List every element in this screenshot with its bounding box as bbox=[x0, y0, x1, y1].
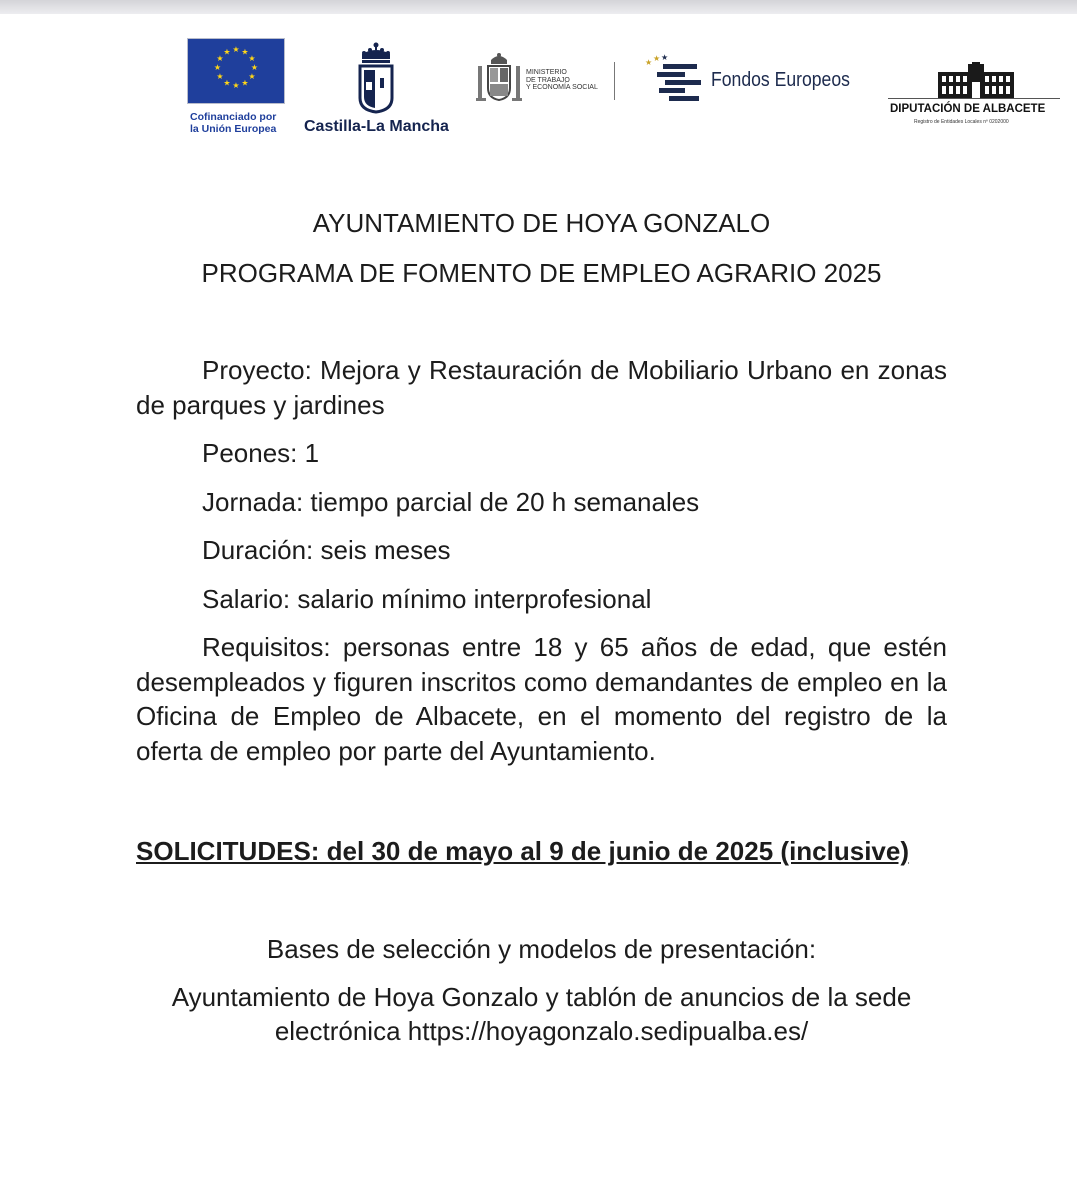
jornada-text: Jornada: tiempo parcial de 20 h semanales bbox=[202, 486, 700, 517]
duracion-text: Duración: seis meses bbox=[202, 535, 451, 565]
svg-text:★: ★ bbox=[216, 72, 224, 81]
document-body bbox=[136, 198, 947, 1048]
bases-heading: Bases de selección y modelos de presentación: bbox=[266, 934, 817, 964]
proyecto-text: Proyecto: Mejora y Restauración de Mobiliario Urbano en zonas de parques y jardines bbox=[136, 355, 947, 420]
eu-caption-line2: la Unión Europea bbox=[190, 123, 277, 135]
castilla-la-mancha-logo bbox=[302, 42, 452, 142]
clm-caption: Castilla-La Mancha bbox=[304, 118, 449, 135]
title-programa: PROGRAMA DE FOMENTO DE EMPLEO AGRARIO 2025 bbox=[201, 258, 882, 288]
diputacion-albacete-logo bbox=[886, 62, 1066, 132]
svg-text:★: ★ bbox=[232, 45, 240, 54]
ministerio-line2: DE TRABAJO bbox=[526, 76, 570, 84]
solicitudes-text: SOLICITUDES: del 30 de mayo al 9 de junio de 2025 (inclusive) bbox=[136, 836, 910, 866]
svg-text:★: ★ bbox=[223, 47, 231, 57]
fondos-europeos-stripes-icon bbox=[643, 54, 707, 104]
salario-text: Salario: salario mínimo interprofesional bbox=[202, 583, 652, 614]
ministerio-line3: Y ECONOMÍA SOCIAL bbox=[526, 84, 598, 91]
svg-text:★: ★ bbox=[645, 58, 653, 67]
fondos-europeos-text: Fondos Europeos bbox=[711, 69, 850, 91]
top-edge bbox=[0, 0, 1077, 14]
svg-text:★: ★ bbox=[241, 78, 249, 88]
svg-text:★: ★ bbox=[232, 81, 240, 90]
diputacion-name: DIPUTACIÓN DE ALBACETE bbox=[890, 103, 1046, 115]
logo-separator bbox=[614, 62, 615, 100]
svg-text:★: ★ bbox=[248, 54, 256, 63]
ministerio-line1: MINISTERIO bbox=[526, 69, 567, 76]
fondos-europeos-logo bbox=[643, 54, 873, 104]
title-ayuntamiento: AYUNTAMIENTO DE HOYA GONZALO bbox=[312, 208, 771, 238]
peones-text: Peones: 1 bbox=[202, 438, 320, 468]
svg-text:★: ★ bbox=[248, 72, 256, 81]
svg-text:★: ★ bbox=[216, 54, 224, 63]
svg-text:★: ★ bbox=[223, 78, 231, 88]
requisitos-text: Requisitos: personas entre 18 y 65 años de edad, que estén desempleados y figuren inscritos como demandantes de empleo en la Oficina de Empleo de Albacete, en el momento del registro de la oferta de empleo por parte del Ayuntamiento. bbox=[136, 632, 947, 766]
svg-text:★: ★ bbox=[661, 54, 669, 62]
ministerio-logo bbox=[474, 52, 624, 108]
logo-bar bbox=[0, 30, 1077, 150]
svg-text:★: ★ bbox=[653, 54, 661, 63]
bases-text: Ayuntamiento de Hoya Gonzalo y tablón de anuncios de la sede electrónica https://hoyagonzalo.sedipualba.es/ bbox=[171, 982, 912, 1046]
ministerio-text bbox=[526, 69, 598, 92]
eu-caption-line1: Cofinanciado por bbox=[190, 111, 277, 123]
eu-stars-icon bbox=[188, 39, 284, 103]
crowned-shield-icon bbox=[302, 42, 452, 116]
palace-building-icon bbox=[886, 62, 1066, 102]
svg-text:★: ★ bbox=[241, 47, 249, 57]
eu-flag-icon bbox=[187, 38, 285, 104]
diputacion-registry: Registro de Entidades Locales nº 0202000 bbox=[914, 119, 1009, 125]
spain-coat-of-arms-icon bbox=[474, 52, 524, 108]
eu-logo bbox=[187, 38, 287, 148]
svg-text:★: ★ bbox=[250, 63, 259, 72]
eu-caption bbox=[190, 111, 287, 135]
svg-text:★: ★ bbox=[213, 63, 222, 72]
